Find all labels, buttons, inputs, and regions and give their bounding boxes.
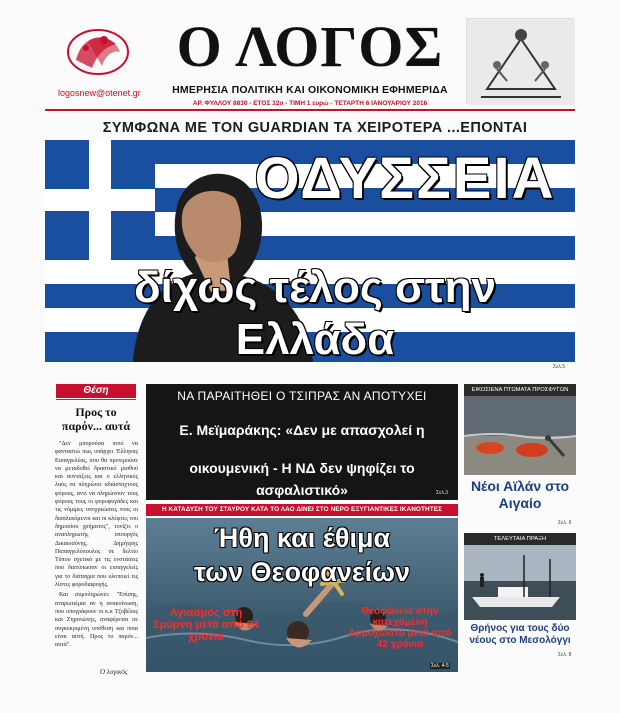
opinion-divider bbox=[56, 399, 136, 400]
mesolongi-page-ref: Σελ. 8 bbox=[558, 652, 572, 658]
theophany-headline-line1: Ήθη και έθιμα bbox=[213, 523, 391, 553]
opinion-signature: Ο λογικός bbox=[100, 668, 128, 676]
politics-page-ref: Σελ.3 bbox=[436, 490, 448, 496]
masthead-divider bbox=[45, 109, 575, 111]
politics-kicker: ΝΑ ΠΑΡΑΙΤΗΘΕΙ Ο ΤΣΙΠΡΑΣ ΑΝ ΑΠΟΤΥΧΕΙ bbox=[177, 389, 427, 403]
mesolongi-photo bbox=[464, 545, 576, 620]
opinion-label: Θέση bbox=[56, 384, 136, 398]
lead-subhead: δίχως τέλος στην Ελλάδα bbox=[133, 263, 497, 364]
newspaper-subtitle: ΗΜΕΡΗΣΙΑ ΠΟΛΙΤΙΚΗ ΚΑΙ ΟΙΚΟΝΟΜΙΚΗ ΕΦΗΜΕΡΙΔΑ bbox=[172, 84, 448, 96]
logo-icon bbox=[58, 22, 140, 84]
refugees-headline: Νέοι Αϊλάν στο Αιγαίο bbox=[470, 478, 570, 511]
politics-headline-line1: Ε. Μεϊμαράκης: «Δεν με απασχολεί η bbox=[179, 422, 425, 438]
newspaper-title: Ο ΛΟΓΟΣ bbox=[176, 14, 444, 79]
mesolongi-headline: Θρήνος για τους δύο νέους στο Μεσολόγγι bbox=[469, 623, 571, 646]
theophany-right-caption: Θεοφάνεια στην κατεχόμενη Αμμόχωστο μετά από 42 χρόνια bbox=[348, 606, 452, 650]
opinion-body bbox=[55, 440, 138, 651]
mesolongi-label: ΤΕΛΕΥΤΑΙΑ ΠΡΑΞΗ bbox=[464, 533, 576, 545]
edition-line: ΑΡ. ΦΥΛΛΟΥ 8830 - ΕΤΟΣ 32ο - ΤΙΜΗ 1 ευρώ - ΤΕΤΑΡΤΗ 6 ΙΑΝΟΥΑΡΙΟΥ 2016 bbox=[192, 100, 428, 107]
theophany-page-ref: Σελ. 4-5 bbox=[431, 663, 449, 669]
cartoon-illustration bbox=[466, 18, 574, 104]
site-email: logosnew@otenet.gr bbox=[58, 88, 141, 98]
refugees-page-ref: Σελ. 6 bbox=[558, 520, 572, 526]
politics-headline-line2: οικουμενική - Η ΝΔ δεν ψηφίζει το ασφαλιστικό» bbox=[189, 460, 415, 498]
refugees-photo bbox=[464, 396, 576, 475]
theophany-headline-line2: των Θεοφανείων bbox=[194, 557, 410, 587]
lead-kicker: ΣΥΜΦΩΝΑ ΜΕ ΤΟΝ GUARDIAN ΤΑ ΧΕΙΡΟΤΕΡΑ ...ΕΠΟΝΤΑΙ bbox=[102, 120, 528, 136]
refugees-label: ΕΙΚΟΣΙΕΝΑ ΠΤΩΜΑΤΑ ΠΡΟΣΦΥΓΩΝ bbox=[464, 384, 576, 396]
theophany-bar: Η ΚΑΤΑΔΥΣΗ ΤΟΥ ΣΤΑΥΡΟΥ ΚΑΤΑ ΤΟ ΛΑΟ ΔΙΝΕΙ ΣΤΟ ΝΕΡΟ ΕΞΥΓΙΑΝΤΙΚΕΣ ΙΚΑΝΟΤΗΤΕΣ bbox=[146, 504, 458, 516]
theophany-left-caption: Αγιασμός στη Σμύρνη μετά από 94 χρόνια bbox=[153, 607, 259, 643]
lead-headline: ΟΔΥΣΣΕΙΑ bbox=[254, 146, 556, 211]
lead-page-ref: Σελ.5 bbox=[553, 364, 565, 370]
opinion-paragraph: "Δεν μπορούσα ποτέ να φανταστώ πως υπάρχει 'Ελληνας Εισαγγελέας, που θα προτιμούσε να μεταδοθεί δραστικό μισθού και συντάξεις και ο ελληνικός λαός να πληρώνει αδιάσταχτους φόρους, αντί να πληρώνουν τους φόρους τους οι φοροφυγάδες και τις νόμιμες υποχρεώσεις τους οι διαπλεκόμενοι και οι κλέφτες του δημοσίου χρήματος", τονίζει ο αναπληρωτής υπουργός Δικαιοσύνης, Δημήτρης Παπαγγελόπουλος σε δελτίο Τύπου σχετικό με τις ενστάσεις που διατύπωσαν οι εισαγγελείς για το διάταγμα που υλοποιεί τις λίστες φοροδιαφυγής. bbox=[55, 441, 138, 589]
opinion-paragraph: Και συμπληρώνει: "Επίσης, αναρωτιέμαι αν η ανακοίνωση, που υπογράφουν οι κ.κ Τζοβέλας και Ζηρινιώτης, αναφέρεται σε συγκεκριμένη υπόθεση και ποια είναι αυτή. Προς το παρόν... αυτά". bbox=[55, 592, 138, 649]
opinion-title: Προς το παρόν... αυτά bbox=[61, 405, 131, 433]
